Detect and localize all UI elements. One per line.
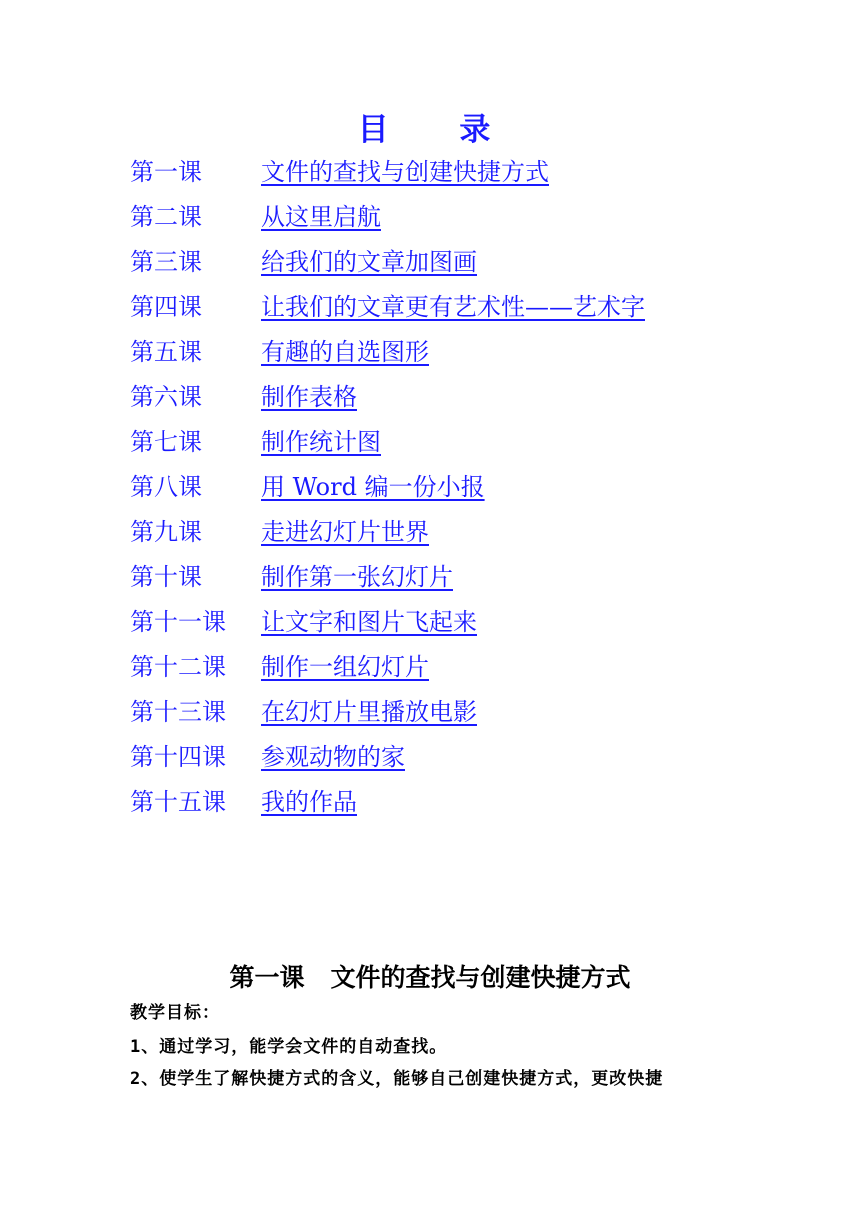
toc-item	[130, 332, 645, 377]
toc-lesson-number: 第十二课	[130, 653, 226, 681]
toc-lesson-title: 让文字和图片飞起来	[261, 608, 477, 636]
toc-item	[130, 602, 645, 647]
toc-lesson-title: 文件的查找与创建快捷方式	[261, 158, 549, 186]
toc-lesson-number: 第六课	[130, 383, 202, 411]
toc-link[interactable]	[130, 467, 485, 507]
toc-link[interactable]	[130, 197, 381, 237]
toc-lesson-title: 有趣的自选图形	[261, 338, 429, 366]
toc-lesson-number: 第九课	[130, 518, 202, 546]
toc-lesson-number: 第十四课	[130, 743, 226, 771]
toc-lesson-title: 制作第一张幻灯片	[261, 563, 453, 591]
toc-link[interactable]	[130, 152, 549, 192]
toc-link[interactable]	[130, 512, 429, 552]
toc-lesson-title: 给我们的文章加图画	[261, 248, 477, 276]
toc-item	[130, 557, 645, 602]
toc-lesson-number: 第三课	[130, 248, 202, 276]
toc-item	[130, 422, 645, 467]
toc-item	[130, 152, 645, 197]
teaching-goals-label: 教学目标：	[130, 1003, 220, 1023]
toc-lesson-title: 制作统计图	[261, 428, 381, 456]
toc-lesson-title: 参观动物的家	[261, 743, 405, 771]
toc-link[interactable]	[130, 332, 429, 372]
toc-item	[130, 197, 645, 242]
toc-item	[130, 512, 645, 557]
toc-lesson-title: 我的作品	[261, 788, 357, 816]
toc-lesson-number: 第二课	[130, 203, 202, 231]
lesson-heading: 第一课 文件的查找与创建快捷方式	[229, 963, 631, 992]
goal-item-1: 1、通过学习，能学会文件的自动查找。	[130, 1037, 448, 1057]
toc-item	[130, 737, 645, 782]
toc-lesson-title: 让我们的文章更有艺术性——艺术字	[261, 293, 645, 321]
toc-lesson-title: 走进幻灯片世界	[261, 518, 429, 546]
goal-item-2: 2、使学生了解快捷方式的含义，能够自己创建快捷方式，更改快捷	[130, 1069, 664, 1089]
toc-item	[130, 287, 645, 332]
toc-lesson-number: 第七课	[130, 428, 202, 456]
toc-title: 目 录	[357, 112, 521, 148]
toc-lesson-number: 第十一课	[130, 608, 226, 636]
table-of-contents	[130, 152, 645, 827]
toc-link[interactable]	[130, 287, 645, 327]
toc-lesson-number: 第四课	[130, 293, 202, 321]
toc-item	[130, 647, 645, 692]
toc-lesson-number: 第八课	[130, 473, 202, 501]
toc-link[interactable]	[130, 782, 357, 822]
toc-lesson-title: 用 Word 编一份小报	[261, 473, 485, 501]
toc-item	[130, 782, 645, 827]
toc-link[interactable]	[130, 557, 453, 597]
toc-lesson-title: 在幻灯片里播放电影	[261, 698, 477, 726]
toc-link[interactable]	[130, 422, 381, 462]
toc-link[interactable]	[130, 647, 429, 687]
toc-lesson-number: 第十三课	[130, 698, 226, 726]
toc-lesson-number: 第十五课	[130, 788, 226, 816]
toc-lesson-number: 第一课	[130, 158, 202, 186]
toc-item	[130, 467, 645, 512]
toc-lesson-title: 制作表格	[261, 383, 357, 411]
toc-link[interactable]	[130, 242, 477, 282]
toc-link[interactable]	[130, 602, 477, 642]
toc-lesson-title: 从这里启航	[261, 203, 381, 231]
toc-link[interactable]	[130, 377, 357, 417]
toc-item	[130, 242, 645, 287]
toc-item	[130, 692, 645, 737]
toc-lesson-number: 第十课	[130, 563, 202, 591]
toc-item	[130, 377, 645, 422]
toc-lesson-number: 第五课	[130, 338, 202, 366]
toc-lesson-title: 制作一组幻灯片	[261, 653, 429, 681]
toc-link[interactable]	[130, 692, 477, 732]
toc-link[interactable]	[130, 737, 405, 777]
